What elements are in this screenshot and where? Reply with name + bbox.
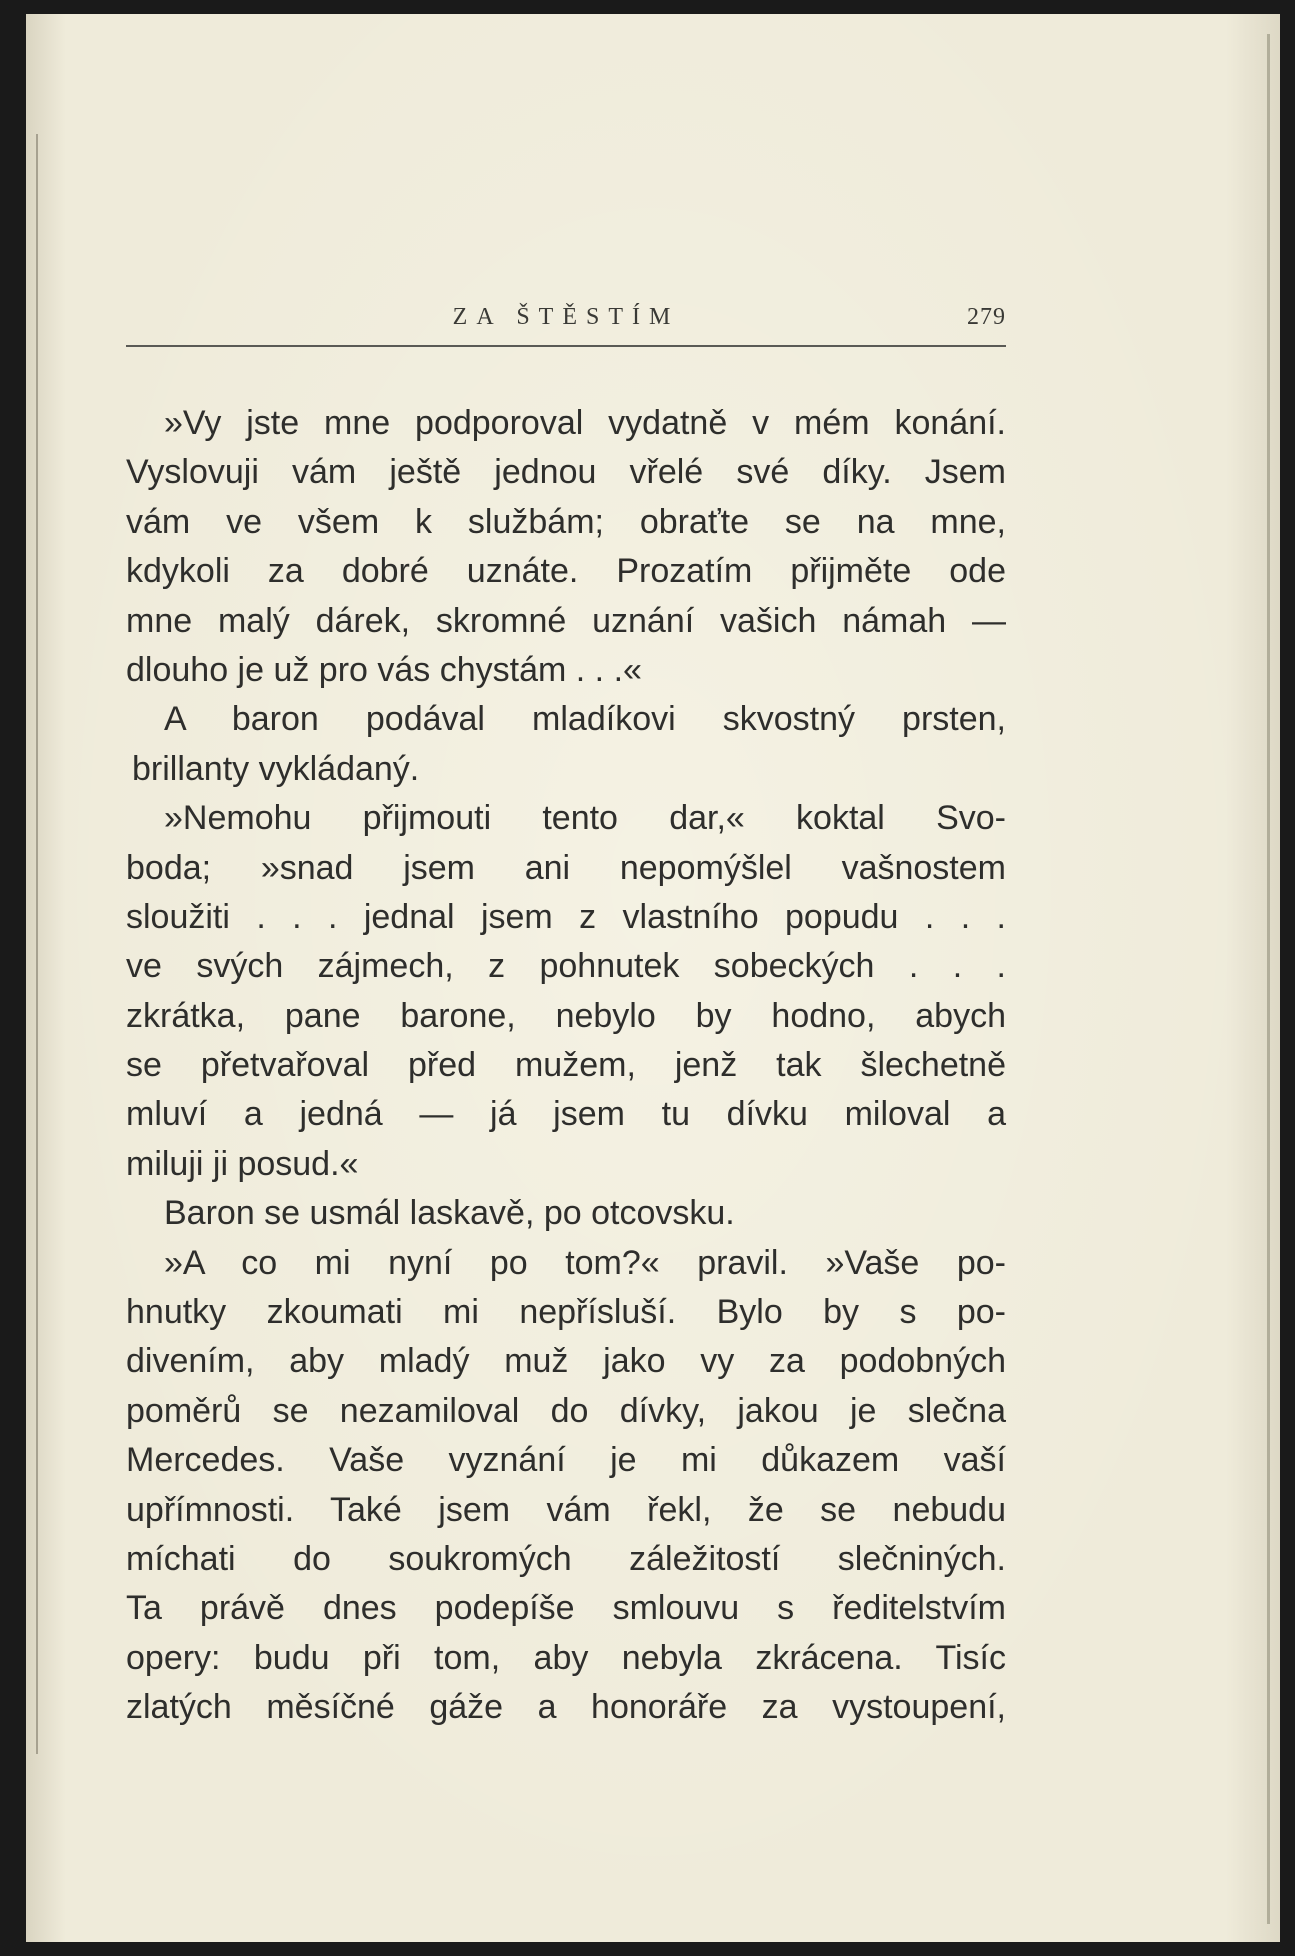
- text-line: vám ve všem k službám; obraťte se na mne,: [126, 502, 1006, 541]
- text-line: dlouho je už pro vás chystám . . .«: [126, 650, 642, 689]
- text-line: brillanty vykládaný.: [132, 749, 420, 788]
- text-line: hnutky zkoumati mi nepřísluší. Bylo by s po-: [126, 1293, 1006, 1332]
- running-title: ZA ŠTĚSTÍM: [452, 304, 680, 330]
- text-line: Ta právě dnes podepíše smlouvu s ředitelstvím: [126, 1589, 1006, 1628]
- page-edge: [1267, 34, 1270, 1924]
- text-line: zkrátka, pane barone, nebylo by hodno, abych: [126, 996, 1006, 1035]
- text-line: kdykoli za dobré uznáte. Prozatím přijměte ode: [126, 552, 1006, 591]
- text-line: »Vy jste mne podporoval vydatně v mém konání.: [164, 404, 1006, 442]
- text-line: poměrů se nezamiloval do dívky, jakou je slečna: [126, 1391, 1006, 1430]
- text-line: A baron podával mladíkovi skvostný prsten,: [164, 700, 1006, 739]
- text-line: divením, aby mladý muž jako vy za podobných: [126, 1342, 1006, 1381]
- header-rule: [126, 345, 1006, 347]
- text-line: miluji ji posud.«: [126, 1144, 359, 1183]
- text-line: zlatých měsíčné gáže a honoráře za vystoupení,: [126, 1688, 1006, 1727]
- text-line: míchati do soukromých záležitostí slečniných.: [126, 1539, 1006, 1578]
- text-line: sloužiti . . . jednal jsem z vlastního popudu . . .: [126, 897, 1006, 936]
- text-line: ve svých zájmech, z pohnutek sobeckých . . .: [126, 947, 1006, 986]
- text-line: se přetvařoval před mužem, jenž tak šlechetně: [126, 1046, 1006, 1085]
- text-line: boda; »snad jsem ani nepomýšlel vašnostem: [126, 848, 1006, 887]
- text-line: Mercedes. Vaše vyznání je mi důkazem vaší: [126, 1441, 1006, 1480]
- body-text: [126, 399, 1006, 1733]
- text-line: opery: budu při tom, aby nebyla zkrácena. Tisíc: [126, 1638, 1006, 1677]
- text-line: »A co mi nyní po tom?« pravil. »Vaše po-: [164, 1243, 1006, 1282]
- text-line: Baron se usmál laskavě, po otcovsku.: [164, 1194, 735, 1233]
- page-header: [126, 300, 1006, 344]
- text-line: Vyslovuji vám ještě jednou vřelé své díky. Jsem: [126, 453, 1006, 492]
- text-line: upřímnosti. Také jsem vám řekl, že se nebudu: [126, 1490, 1006, 1529]
- page-number: 279: [967, 304, 1006, 330]
- text-line: mluví a jedná — já jsem tu dívku miloval a: [126, 1095, 1006, 1134]
- binding-shadow: [36, 134, 38, 1754]
- text-line: mne malý dárek, skromné uznání vašich námah —: [126, 601, 1006, 640]
- text-line: »Nemohu přijmouti tento dar,« koktal Svo-: [164, 799, 1006, 838]
